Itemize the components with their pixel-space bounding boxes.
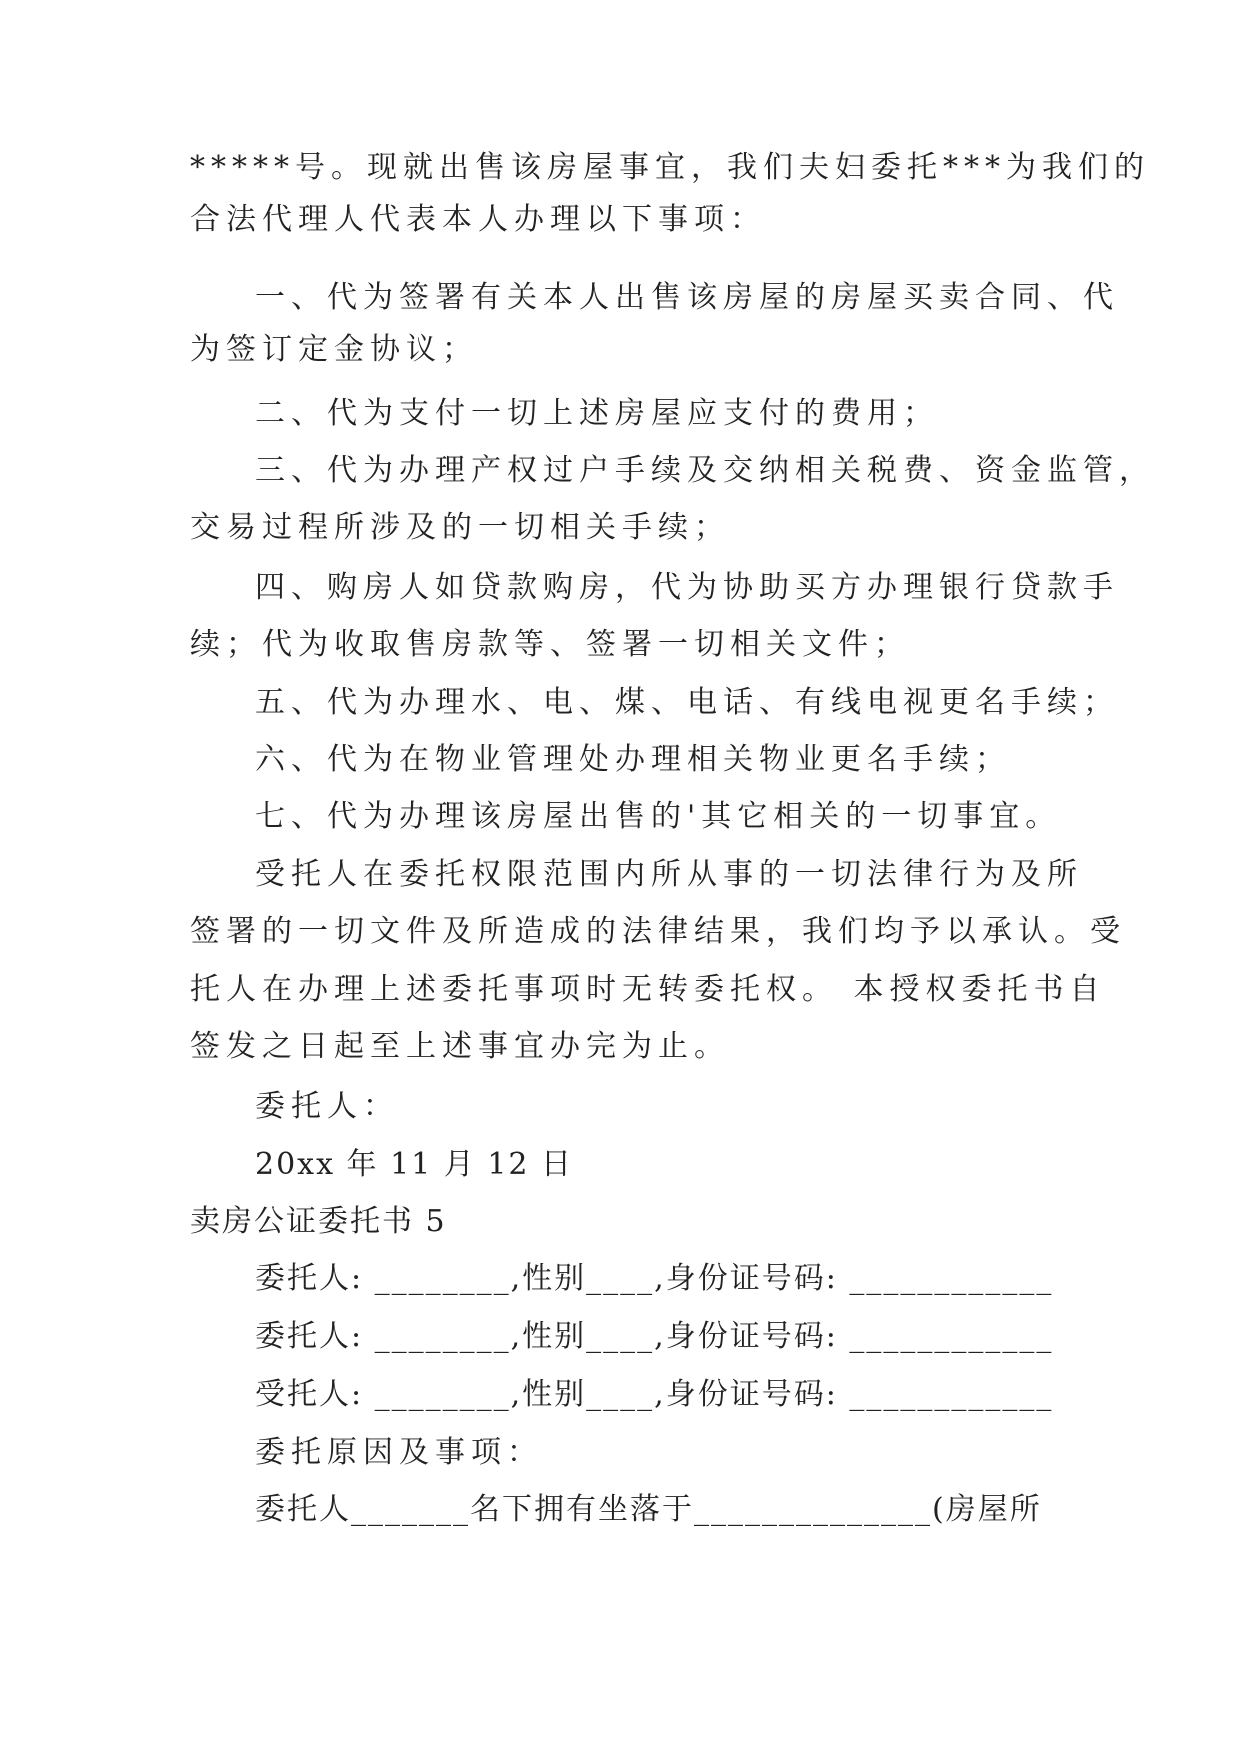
form-line-principal-2: 委托人: ________,性别____,身份证号码: ____________ — [255, 1319, 1054, 1354]
paragraph-line: 签署的一切文件及所造成的法律结果，我们均予以承认。受 — [190, 914, 1126, 949]
paragraph-line: 委托原因及事项： — [255, 1435, 543, 1470]
form-line-principal-1: 委托人: ________,性别____,身份证号码: ____________ — [255, 1261, 1054, 1296]
date-line: 20xx 年 11 月 12 日 — [255, 1147, 574, 1182]
section-title: 卖房公证委托书 5 — [190, 1204, 447, 1239]
item-3-line: 交易过程所涉及的一切相关手续； — [190, 510, 730, 545]
item-1-line: 一、代为签署有关本人出售该房屋的房屋买卖合同、代 — [255, 280, 1119, 315]
paragraph-line: 受托人在委托权限范围内所从事的一切法律行为及所 — [255, 857, 1083, 892]
item-4-line: 四、购房人如贷款购房，代为协助买方办理银行贷款手 — [255, 570, 1119, 605]
paragraph-line: 签发之日起至上述事宜办完为止。 — [190, 1029, 730, 1064]
paragraph-line: 委托人_______名下拥有坐落于______________(房屋所 — [255, 1492, 1042, 1527]
paragraph-line: *****号。现就出售该房屋事宜，我们夫妇委托***为我们的 — [190, 150, 1150, 185]
paragraph-line: 合法代理人代表本人办理以下事项： — [190, 202, 766, 237]
item-4-line: 续；代为收取售房款等、签署一切相关文件； — [190, 627, 910, 662]
form-line-agent: 受托人: ________,性别____,身份证号码: ____________ — [255, 1377, 1054, 1412]
paragraph-line: 托人在办理上述委托事项时无转委托权。 本授权委托书自 — [190, 972, 1106, 1007]
signature-label: 委托人： — [255, 1089, 399, 1124]
item-6-line: 六、代为在物业管理处办理相关物业更名手续； — [255, 742, 1011, 777]
item-2-line: 二、代为支付一切上述房屋应支付的费用； — [255, 396, 939, 431]
item-7-line: 七、代为办理该房屋出售的'其它相关的一切事宜。 — [255, 799, 1062, 834]
item-1-line: 为签订定金协议； — [190, 332, 478, 367]
item-5-line: 五、代为办理水、电、煤、电话、有线电视更名手续； — [255, 685, 1119, 720]
item-3-line: 三、代为办理产权过户手续及交纳相关税费、资金监管， — [255, 453, 1155, 488]
